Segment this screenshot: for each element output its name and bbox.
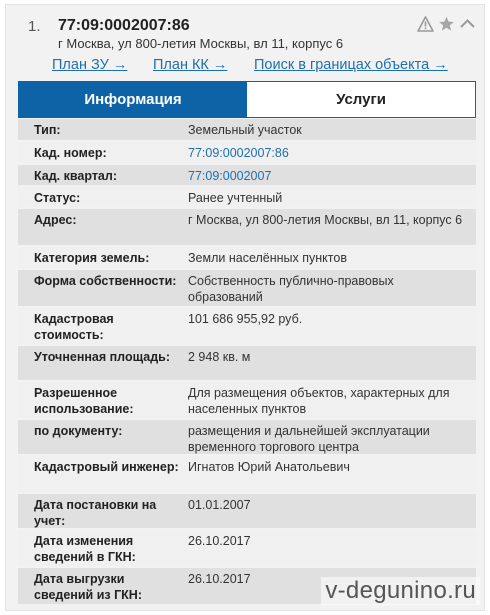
info-table [18, 119, 476, 606]
row-value: 26.10.2017 [188, 534, 251, 548]
row-label: Адрес: [34, 213, 77, 227]
search-in-bounds-link[interactable]: Поиск в границах объекта → [254, 57, 448, 73]
row-label: Тип: [34, 123, 61, 137]
row-value: 26.10.2017 [188, 572, 251, 586]
row-label: Дата выгрузки сведений из ГКН: [34, 572, 142, 602]
row-value: 2 948 кв. м [188, 350, 251, 364]
row-value: Земельный участок [188, 123, 302, 137]
row-label: Кадастровый инженер: [34, 460, 179, 474]
table-row [18, 494, 476, 530]
row-label: Дата изменения сведений в ГКН: [34, 534, 136, 564]
warning-icon[interactable] [417, 16, 434, 32]
row-label: Уточненная площадь: [34, 350, 171, 364]
table-row [18, 209, 476, 247]
star-icon[interactable] [438, 16, 455, 32]
table-row [18, 346, 476, 382]
row-value: Собственность публично-правовых образований [188, 274, 394, 304]
tab-services[interactable]: Услуги [247, 82, 475, 117]
row-value: Земли населённых пунктов [188, 251, 347, 265]
row-label: Кадастровая стоимость: [34, 312, 114, 342]
cadastral-number-link[interactable]: 77:09:0002007:86 [188, 146, 289, 160]
header-icons [417, 16, 476, 32]
row-value: 01.01.2007 [188, 498, 251, 512]
object-links [52, 57, 484, 79]
row-label: Дата постановки на учет: [34, 498, 157, 528]
table-row [18, 530, 476, 568]
row-label: Кад. номер: [34, 146, 107, 160]
row-label: Категория земель: [34, 251, 150, 265]
row-label: Кад. квартал: [34, 169, 117, 183]
row-label: Форма собственности: [34, 274, 177, 288]
table-row [18, 142, 476, 165]
cadastral-number-title: 77:09:0002007:86 [58, 17, 190, 34]
row-value: размещения и дальнейшей эксплуатации временного торгового центра [188, 424, 430, 454]
table-row [18, 382, 476, 420]
table-row [18, 247, 476, 270]
row-value: Ранее учтенный [188, 191, 283, 205]
row-label: Разрешенное использование: [34, 386, 134, 416]
row-label: по документу: [34, 424, 123, 438]
table-row [18, 456, 476, 494]
table-row [18, 308, 476, 346]
table-row [18, 165, 476, 187]
table-row [18, 119, 476, 142]
plan-kk-link[interactable]: План КК → [153, 57, 228, 73]
result-index: 1. [28, 18, 41, 35]
row-value: 101 686 955,92 руб. [188, 312, 303, 326]
table-row [18, 187, 476, 209]
tab-information[interactable]: Информация [19, 82, 247, 117]
row-label: Статус: [34, 191, 81, 205]
row-value: Игнатов Юрий Анатольевич [188, 460, 350, 474]
table-row [18, 270, 476, 308]
chevron-up-icon[interactable] [459, 16, 476, 32]
cadastral-quarter-link[interactable]: 77:09:0002007 [188, 169, 272, 183]
row-value: Для размещения объектов, характерных для населенных пунктов [188, 386, 450, 416]
tab-bar [18, 81, 476, 118]
plan-zu-link[interactable]: План ЗУ → [52, 57, 128, 73]
row-value: г Москва, ул 800-летия Москвы, вл 11, корпус 6 [188, 213, 463, 227]
table-row [18, 420, 476, 456]
site-watermark: v-degunino.ru [321, 577, 480, 605]
card-header [6, 5, 484, 55]
object-address: г Москва, ул 800-летия Москвы, вл 11, корпус 6 [58, 36, 344, 51]
object-card [5, 4, 485, 611]
